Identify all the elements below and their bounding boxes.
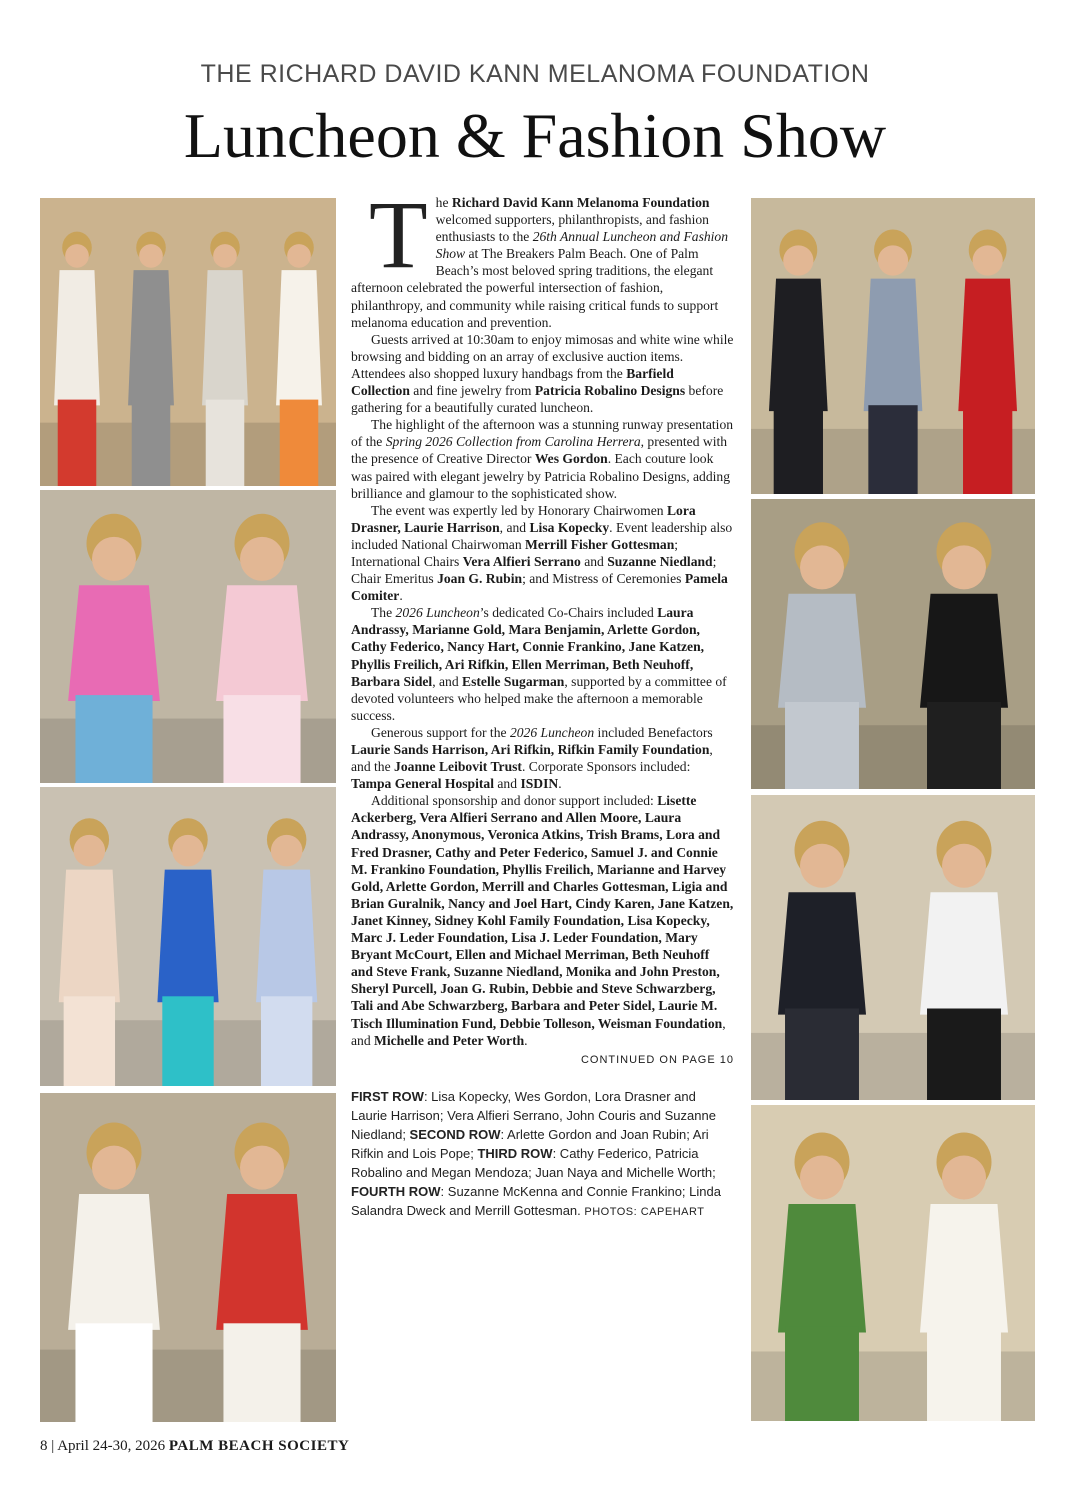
event-photo-second-row-left bbox=[40, 490, 336, 783]
bold-text: Lora Drasner, Laurie Harrison bbox=[351, 502, 696, 535]
text-run: The event was expertly led by Honorary Chairwomen bbox=[371, 502, 667, 518]
person-lower bbox=[785, 1326, 859, 1421]
text-run: : Cathy Federico, Patricia Robalino and Megan Mendoza; Juan Naya and Michelle Worth; bbox=[351, 1145, 716, 1180]
person-torso bbox=[216, 1194, 308, 1330]
drop-cap: T bbox=[369, 181, 428, 288]
person-lower bbox=[774, 405, 823, 494]
face bbox=[942, 844, 986, 888]
bold-text: Michelle and Peter Worth bbox=[374, 1032, 525, 1048]
bold-text: Joan G. Rubin bbox=[437, 571, 523, 587]
text-run: : Lisa Kopecky, Wes Gordon, Lora Drasner and Laurie Harrison; Vera Alfieri Serrano, John Couris and Suzanne Niedland; bbox=[351, 1088, 716, 1142]
face bbox=[800, 545, 844, 589]
face bbox=[240, 1146, 284, 1190]
person-torso bbox=[202, 270, 248, 405]
italic-text: 2026 Luncheon bbox=[509, 724, 595, 740]
text-run: welcomed supporters, philanthropists, and fashion enthusiasts to the bbox=[435, 212, 709, 245]
event-photo-third-row-left bbox=[40, 787, 336, 1086]
person-lower bbox=[927, 702, 1001, 789]
person-torso bbox=[59, 870, 120, 1003]
article-paragraph bbox=[351, 724, 734, 792]
bold-text: Lisette Ackerberg, Vera Alfieri Serrano and Allen Moore, Laura Andrassy, Anonymous, Veronica Atkins, Trish Brams, Lora and Fred Drasner, Cathy and Peter Federico, Samuel J. and Connie M. Frankino Foundation, Phyllis Freilich, Marianne and Harvey Gold, Arlette Gordon, Merrill and Charles Gottesman, Ligia and Brian Guralnik, Nancy and Joel Hart, Cindy Karen, Jane Katzen, Janet Kinney, Sidney Kohl Family Foundation, Lisa Kopecky, Marc J. Leder Foundation, Lisa J. Leder Foundation, Mary Bryant McCourt, Ellen and Michael Merriman, Beth Neuhoff and Steve Frank, Suzanne Niedland, Monika and John Preston, Sheryl Purcell, Joan G. Rubin, Debbie and Steve Schwarzberg, Tali and Abe Schwarzberg, Barbara and Peter Sidel, Laurie M. Tisch Illumination Fund, Debbie Tolleson, Weisman Foundation bbox=[351, 793, 734, 1031]
text-run: ’s dedicated Co-Chairs included bbox=[479, 605, 658, 621]
article-paragraph bbox=[351, 604, 734, 724]
person-torso bbox=[778, 1204, 866, 1333]
person-torso bbox=[778, 594, 866, 708]
face bbox=[92, 537, 136, 581]
bold-text: ISDIN bbox=[520, 776, 559, 792]
page-number: 8 bbox=[40, 1438, 48, 1454]
person-lower bbox=[58, 400, 97, 486]
text-run: Generous support for the bbox=[371, 724, 510, 740]
face bbox=[172, 835, 204, 867]
text-run: : Arlette Gordon and Joan Rubin; Ari Rifkin and Lois Pope; bbox=[351, 1126, 709, 1161]
face bbox=[287, 244, 311, 268]
person-lower bbox=[261, 996, 312, 1086]
footer-separator: | bbox=[51, 1438, 55, 1454]
face bbox=[74, 835, 106, 867]
article-body bbox=[351, 181, 734, 1222]
article-paragraph bbox=[351, 792, 734, 1048]
person-torso bbox=[128, 270, 174, 405]
text-run: . Event leadership also included National Chairwoman bbox=[351, 519, 733, 552]
bold-text: Richard David Kann Melanoma Foundation bbox=[451, 195, 710, 210]
person-torso bbox=[920, 892, 1008, 1014]
text-run: he bbox=[435, 195, 452, 210]
text-run: and bbox=[494, 776, 521, 792]
person-lower bbox=[64, 996, 115, 1086]
person-lower bbox=[75, 695, 152, 783]
face bbox=[92, 1146, 136, 1190]
face bbox=[800, 1156, 844, 1200]
text-run: : Suzanne McKenna and Connie Frankino; Linda Salandra Dweck and Merrill Gottesman. bbox=[351, 1183, 721, 1218]
person-torso bbox=[256, 870, 317, 1003]
person-lower bbox=[132, 400, 171, 486]
article-paragraph bbox=[351, 181, 734, 331]
bold-text: SECOND ROW bbox=[409, 1126, 501, 1142]
text-run: , supported by a committee of devoted volunteers who helped make the afternoon a memorable success. bbox=[351, 673, 727, 723]
text-run: . bbox=[524, 1032, 528, 1048]
event-photo-second-row-right bbox=[751, 499, 1035, 789]
person-lower bbox=[868, 405, 917, 494]
person-torso bbox=[68, 585, 160, 701]
text-run: . bbox=[558, 776, 562, 792]
person-torso bbox=[778, 892, 866, 1014]
article-paragraph bbox=[351, 416, 734, 501]
face bbox=[800, 844, 844, 888]
continued-notice: CONTINUED ON PAGE 10 bbox=[580, 1053, 734, 1066]
bold-text: Merrill Fisher Gottesman bbox=[525, 536, 675, 552]
text-run: , and the bbox=[351, 742, 713, 775]
person-lower bbox=[963, 405, 1012, 494]
text-run: before gathering for a beautifully curated luncheon. bbox=[351, 383, 724, 416]
italic-text: Spring 2026 Collection from Carolina Herrera bbox=[385, 434, 641, 450]
bold-text: Wes Gordon bbox=[534, 451, 608, 467]
person-lower bbox=[785, 1009, 859, 1101]
photo-caption bbox=[351, 1087, 734, 1222]
person-torso bbox=[864, 279, 923, 411]
bold-text: Laurie Sands Harrison, Ari Rifkin, Rifkin Family Foundation bbox=[351, 742, 710, 757]
text-run: The bbox=[371, 605, 396, 621]
bold-text: Patricia Robalino Designs bbox=[534, 383, 686, 399]
person-torso bbox=[920, 594, 1008, 708]
text-run: ; International Chairs bbox=[351, 536, 679, 569]
bold-text: Pamela Comiter bbox=[351, 571, 728, 604]
bold-text: Barfield Collection bbox=[351, 365, 674, 399]
bold-text: FIRST ROW bbox=[351, 1088, 424, 1104]
bold-text: Tampa General Hospital bbox=[351, 776, 494, 792]
person-lower bbox=[223, 1323, 300, 1422]
face bbox=[240, 537, 284, 581]
event-photo-third-row-right bbox=[751, 795, 1035, 1100]
face bbox=[942, 545, 986, 589]
text-run: , and bbox=[499, 519, 530, 535]
page-title: Luncheon & Fashion Show bbox=[183, 100, 887, 171]
section-kicker: THE RICHARD DAVID KANN MELANOMA FOUNDATION bbox=[200, 60, 870, 88]
person-torso bbox=[958, 279, 1017, 411]
text-run: , and bbox=[432, 673, 463, 689]
bold-text: Suzanne Niedland bbox=[607, 553, 713, 569]
text-run: , and bbox=[351, 1015, 726, 1048]
face bbox=[213, 244, 237, 268]
event-photo-first-row-left bbox=[40, 198, 336, 486]
bold-text: Joanne Leibovit Trust bbox=[394, 759, 522, 775]
event-photo-fourth-row-right bbox=[751, 1105, 1035, 1421]
italic-text: 26th Annual Luncheon and Fashion Show bbox=[435, 229, 729, 262]
face bbox=[973, 245, 1003, 275]
face bbox=[139, 244, 163, 268]
person-torso bbox=[769, 279, 828, 411]
face bbox=[878, 245, 908, 275]
article-paragraph bbox=[351, 331, 734, 416]
bold-text: FOURTH ROW bbox=[351, 1183, 441, 1199]
person-torso bbox=[68, 1194, 160, 1330]
bold-text: Vera Alfieri Serrano bbox=[462, 553, 581, 569]
person-torso bbox=[276, 270, 322, 405]
face bbox=[271, 835, 303, 867]
publication-name: PALM BEACH SOCIETY bbox=[168, 1438, 350, 1454]
text-run: and bbox=[580, 553, 608, 569]
issue-date: April 24-30, 2026 bbox=[57, 1438, 166, 1454]
person-lower bbox=[162, 996, 213, 1086]
bold-text: Lisa Kopecky bbox=[529, 519, 610, 535]
text-run: The highlight of the afternoon was a stunning runway presentation of the bbox=[351, 417, 734, 450]
text-run: . Each couture look was paired with elegant jewelry by Patricia Robalino Designs, adding brilliance and glamour to the sophisticated show. bbox=[351, 451, 731, 501]
person-lower bbox=[927, 1009, 1001, 1101]
event-photo-fourth-row-left bbox=[40, 1093, 336, 1422]
person-lower bbox=[280, 400, 319, 486]
face bbox=[65, 244, 89, 268]
person-lower bbox=[206, 400, 245, 486]
text-run: and fine jewelry from bbox=[409, 383, 535, 399]
person-lower bbox=[75, 1323, 152, 1422]
bold-text: Laura Andrassy, Marianne Gold, Mara Benjamin, Arlette Gordon, Cathy Federico, Nancy Hart, Connie Frankino, Jane Katzen, Phyllis Freilich, Ari Rifkin, Ellen Merriman, Beth Neuhoff, Barbara Sidel bbox=[351, 605, 705, 689]
text-run: ; and Mistress of Ceremonies bbox=[522, 571, 685, 587]
page-footer bbox=[40, 1438, 640, 1455]
person-lower bbox=[785, 702, 859, 789]
text-run: Guests arrived at 10:30am to enjoy mimosas and white wine while browsing and bidding on an array of exclusive auction items. Attendees also shopped luxury handbags from the bbox=[351, 331, 734, 381]
italic-text: 2026 Luncheon bbox=[395, 605, 480, 621]
bold-text: THIRD ROW bbox=[477, 1145, 553, 1161]
event-photo-first-row-right bbox=[751, 198, 1035, 494]
person-lower bbox=[927, 1326, 1001, 1421]
text-run: . Corporate Sponsors included: bbox=[521, 759, 691, 775]
bold-text: Estelle Sugarman bbox=[462, 673, 565, 689]
text-run: , presented with the presence of Creative Director bbox=[351, 434, 728, 467]
person-torso bbox=[216, 585, 308, 701]
face bbox=[783, 245, 813, 275]
text-run: . bbox=[399, 588, 403, 604]
article-paragraph bbox=[351, 502, 734, 605]
person-torso bbox=[920, 1204, 1008, 1333]
photo-credit: PHOTOS: CAPEHART bbox=[584, 1205, 705, 1218]
person-torso bbox=[157, 870, 218, 1003]
person-torso bbox=[54, 270, 100, 405]
text-run: included Benefactors bbox=[594, 724, 713, 740]
face bbox=[942, 1156, 986, 1200]
text-run: Additional sponsorship and donor support included: bbox=[371, 793, 658, 809]
text-run: at The Breakers Palm Beach. One of Palm Beach’s most beloved spring traditions, the elegant afternoon celebrated the powerful intersection of fashion, philanthropy, and community while raising critical funds to support melanoma education and prevention. bbox=[351, 246, 719, 330]
person-lower bbox=[223, 695, 300, 783]
text-run: ; Chair Emeritus bbox=[351, 553, 717, 587]
